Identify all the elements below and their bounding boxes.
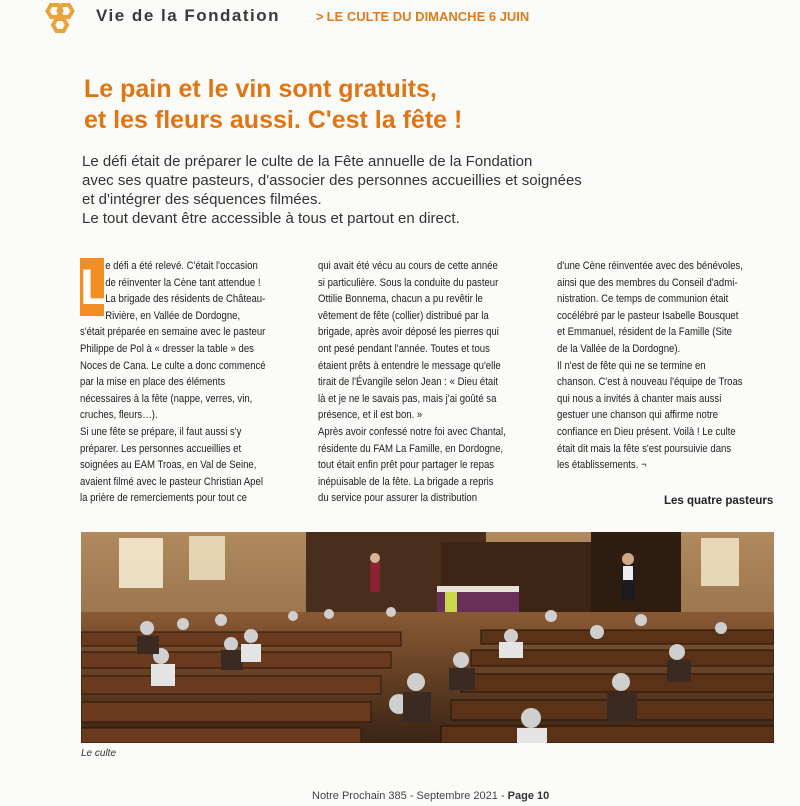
headline-line: Le pain et le vin sont gratuits, <box>84 75 437 103</box>
body-line: Ottilie Bonnema, chacun a pu revêtir le <box>318 293 483 306</box>
body-line: de la Vallée de la Dordogne). <box>557 342 681 355</box>
article-headline <box>84 74 724 136</box>
page-header <box>0 0 800 40</box>
church-service-photo <box>81 532 774 743</box>
page-number: Page 10 <box>507 790 550 802</box>
body-line: et Emmanuel, résident de la Famille (Site <box>557 326 732 339</box>
body-line: brigade, après avoir déposé les pierres qui <box>318 326 499 339</box>
honeycomb-icon <box>38 2 78 36</box>
photo-caption: Le culte <box>81 748 117 759</box>
footer-publication: Notre Prochain 385 - Septembre 2021 - <box>312 790 508 802</box>
intro-line: Le tout devant être accessible à tous et partout en direct. <box>82 210 460 227</box>
article-signature: Les quatre pasteurs <box>664 495 774 507</box>
body-line: qui nous a invités à chanter mais aussi <box>557 392 722 405</box>
intro-line: avec ses quatre pasteurs, d'associer des personnes accueillies et soignées <box>82 172 582 189</box>
body-line: Philippe de Pol à « dresser la table » des <box>80 342 254 355</box>
body-line: vêtement de fête (collier) distribué par la <box>318 309 489 322</box>
body-line: Il n'est de fête qui ne se termine en <box>557 359 706 372</box>
body-line: La brigade des résidents de Château- <box>105 293 266 306</box>
body-line: nécessaires à la fête (nappe, verres, vin, <box>80 392 253 405</box>
body-line: par la mise en place des éléments <box>80 376 226 389</box>
body-line: qui avait été vécu au cours de cette année <box>318 260 498 272</box>
intro-line: et d'intégrer des séquences filmées. <box>82 191 322 208</box>
body-line: e défi a été relevé. C'était l'occasion <box>105 260 258 272</box>
body-line: ainsi que des membres du Conseil d'admi- <box>557 276 738 289</box>
body-line: préparer. Les personnes accueillies et <box>80 442 242 455</box>
body-line: la prière de remerciements pour tout ce <box>80 492 247 505</box>
body-line: ont pesé pendant l'année. Toutes et tous <box>318 342 490 355</box>
drop-cap: L <box>80 259 111 315</box>
body-line: Noces de Cana. Le culte a donc commencé <box>80 359 266 372</box>
body-line: inépuisable de la fête. La brigade a repris <box>318 475 494 488</box>
page-footer <box>312 790 549 802</box>
body-line: là et je ne le savais pas, mais j'ai goûté sa <box>318 392 497 405</box>
body-line: cruches, fleurs…). <box>80 409 158 422</box>
photo-illustration <box>81 532 774 743</box>
body-line: cocélébré par le pasteur Isabelle Bousquet <box>557 309 739 322</box>
body-line: résidente du FAM La Famille, en Dordogne, <box>318 442 504 455</box>
body-column-2 <box>318 258 511 507</box>
body-line: nistration. Ce temps de communion était <box>557 293 729 306</box>
body-line: confiance en Dieu présent. Voilà ! Le culte <box>557 425 736 438</box>
body-line: Rivière, en Vallée de Dordogne, <box>105 309 241 322</box>
section-title: Vie de la Fondation <box>96 6 281 25</box>
body-column-1 <box>80 258 273 507</box>
issue-label-text: LE CULTE DU DIMANCHE 6 JUIN <box>326 9 530 24</box>
headline-line: et les fleurs aussi. C'est la fête ! <box>84 106 463 134</box>
intro-line: Le défi était de préparer le culte de la Fête annuelle de la Fondation <box>82 153 533 170</box>
body-line: du service pour assurer la distribution <box>318 492 478 505</box>
body-line: d'une Cène réinventée avec des bénévoles, <box>557 260 743 272</box>
body-line: les établissements. ¬ <box>557 459 647 472</box>
body-line: Après avoir confessé notre foi avec Chantal, <box>318 425 506 438</box>
body-line: tirait de l'Évangile selon Jean : « Dieu était <box>318 376 499 389</box>
body-line: était dit mais la fête s'est poursuivie dans <box>557 442 732 455</box>
issue-label <box>316 9 529 24</box>
body-line: tout était enfin prêt pour partager le repas <box>318 459 495 472</box>
body-line: étaient prêts à entendre le message qu'elle <box>318 359 501 372</box>
body-line: avaient filmé avec le pasteur Christian Apel <box>80 475 263 488</box>
body-line: si particulière. Sous la conduite du pasteur <box>318 276 499 289</box>
article-intro <box>82 152 722 228</box>
body-line: chanson. C'est à nouveau l'équipe de Troas <box>557 376 743 389</box>
body-line: gestuer une chanson qui affirme notre <box>557 409 718 422</box>
body-line: présence, et il est bon. » <box>318 409 423 422</box>
body-column-3 <box>557 258 752 474</box>
body-line: soignées au EAM Troas, en Val de Seine, <box>80 459 257 472</box>
body-line: de réinventer la Cène tant attendue ! <box>105 276 261 289</box>
chevron-right-icon: > <box>316 9 324 24</box>
body-line: Si une fête se prépare, il faut aussi s'y <box>80 425 242 438</box>
body-line: s'était préparée en semaine avec le pasteur <box>80 326 266 339</box>
